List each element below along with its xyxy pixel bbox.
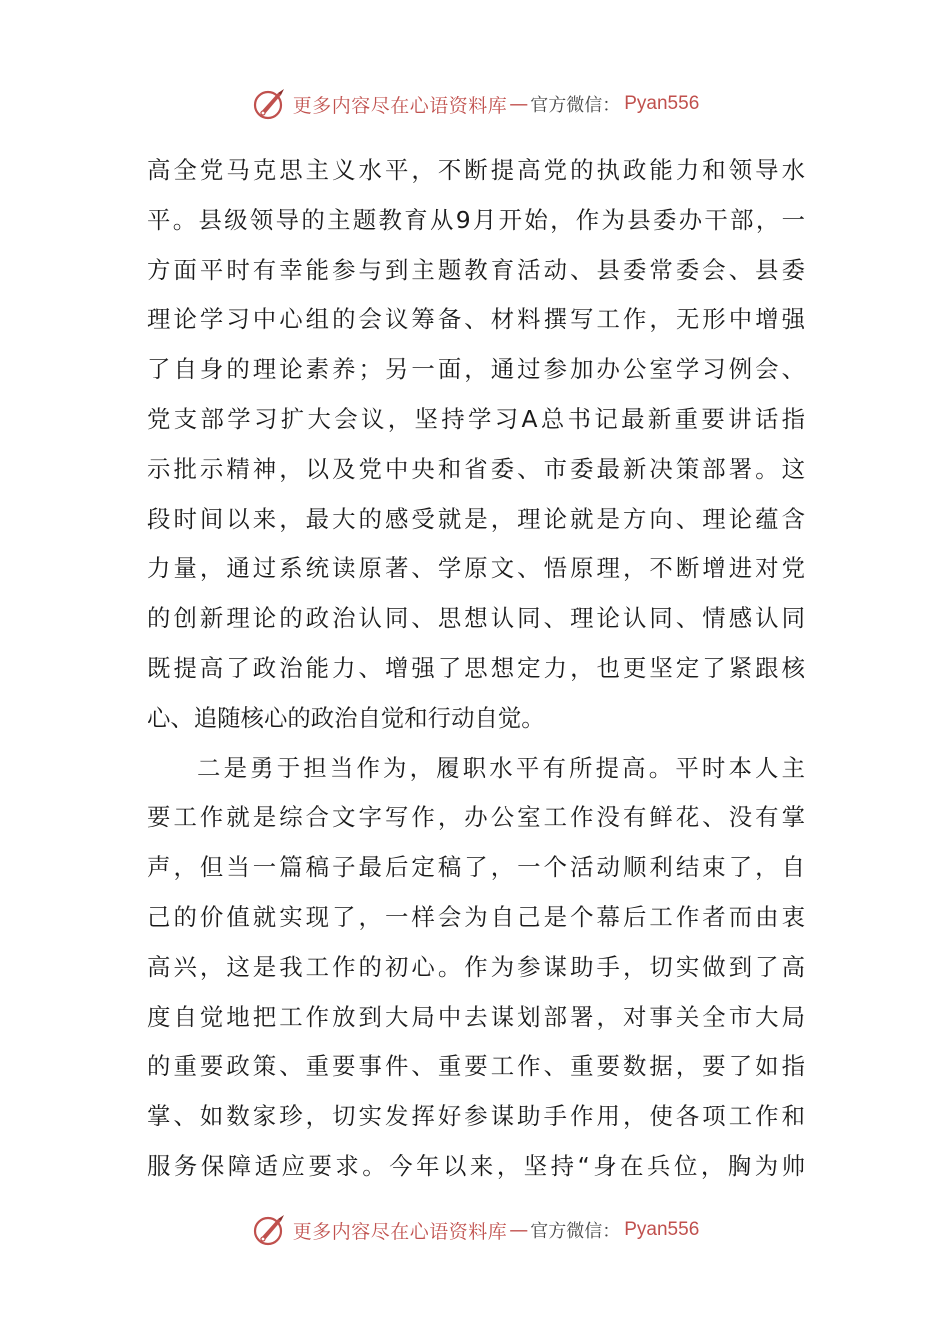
text-line: 理论学习中心组的会议筹备、材料撰写工作，无形中增强 [147, 305, 805, 334]
text-line: 段时间以来，最大的感受就是，理论就是方向、理论蕴含 [147, 504, 805, 533]
text-line: 了自身的理论素养；另一面，通过参加办公室学习例会、 [147, 355, 805, 384]
text-line: 服务保障适应要求。今年以来，坚持“身在兵位，胸为帅 [147, 1151, 805, 1180]
text-line: 的重要政策、重要事件、重要工作、重要数据，要了如指 [147, 1052, 805, 1081]
text-line: 度自觉地把工作放到大局中去谋划部署，对事关全市大局 [147, 1002, 805, 1031]
text-line: 党支部学习扩大会议，坚持学习A总书记最新重要讲话指 [147, 404, 805, 433]
text-line: 的创新理论的政治认同、思想认同、理论认同、情感认同 [147, 604, 805, 633]
text-line: 高兴，这是我工作的初心。作为参谋助手，切实做到了高 [147, 952, 805, 981]
text-line: 心、追随核心的政治自觉和行动自觉。 [147, 703, 545, 732]
text-line: 己的价值就实现了，一样会为自己是个幕后工作者而由衷 [147, 902, 805, 931]
watermark-site-text: 更多内容尽在心语资料库 [292, 1220, 508, 1243]
quill-pen-logo-icon [251, 1212, 287, 1248]
document-body [147, 146, 805, 1192]
text-line: 平。县级领导的主题教育从9月开始，作为县委办干部，一 [147, 205, 805, 234]
watermark-dash: — [509, 1219, 529, 1241]
text-line: 示批示精神，以及党中央和省委、市委最新决策部署。这 [147, 454, 805, 483]
text-line: 要工作就是综合文字写作，办公室工作没有鲜花、没有掌 [147, 803, 805, 832]
watermark-wechat-id: Pyan556 [624, 1219, 700, 1240]
watermark-banner-bottom [0, 1210, 950, 1250]
watermark-banner-top [0, 84, 950, 124]
text-line: 声，但当一篇稿子最后定稿了，一个活动顺利结束了，自 [147, 853, 805, 882]
text-line: 掌、如数家珍，切实发挥好参谋助手作用，使各项工作和 [147, 1102, 805, 1131]
watermark-site-text: 更多内容尽在心语资料库 [292, 94, 508, 117]
watermark-official-label: 官方微信： [530, 95, 621, 116]
text-line: 既提高了政治能力、增强了思想定力，也更坚定了紧跟核 [147, 653, 805, 682]
text-line: 方面平时有幸能参与到主题教育活动、县委常委会、县委 [147, 255, 805, 284]
text-line: 高全党马克思主义水平，不断提高党的执政能力和领导水 [147, 156, 805, 184]
text-line: 力量，通过系统读原著、学原文、悟原理，不断增进对党 [147, 554, 805, 583]
watermark-official-label: 官方微信： [530, 1221, 621, 1242]
watermark-dash: — [509, 93, 529, 115]
quill-pen-logo-icon [251, 86, 287, 122]
watermark-wechat-id: Pyan556 [624, 93, 700, 114]
text-line: 二是勇于担当作为，履职水平有所提高。平时本人主 [197, 753, 805, 782]
